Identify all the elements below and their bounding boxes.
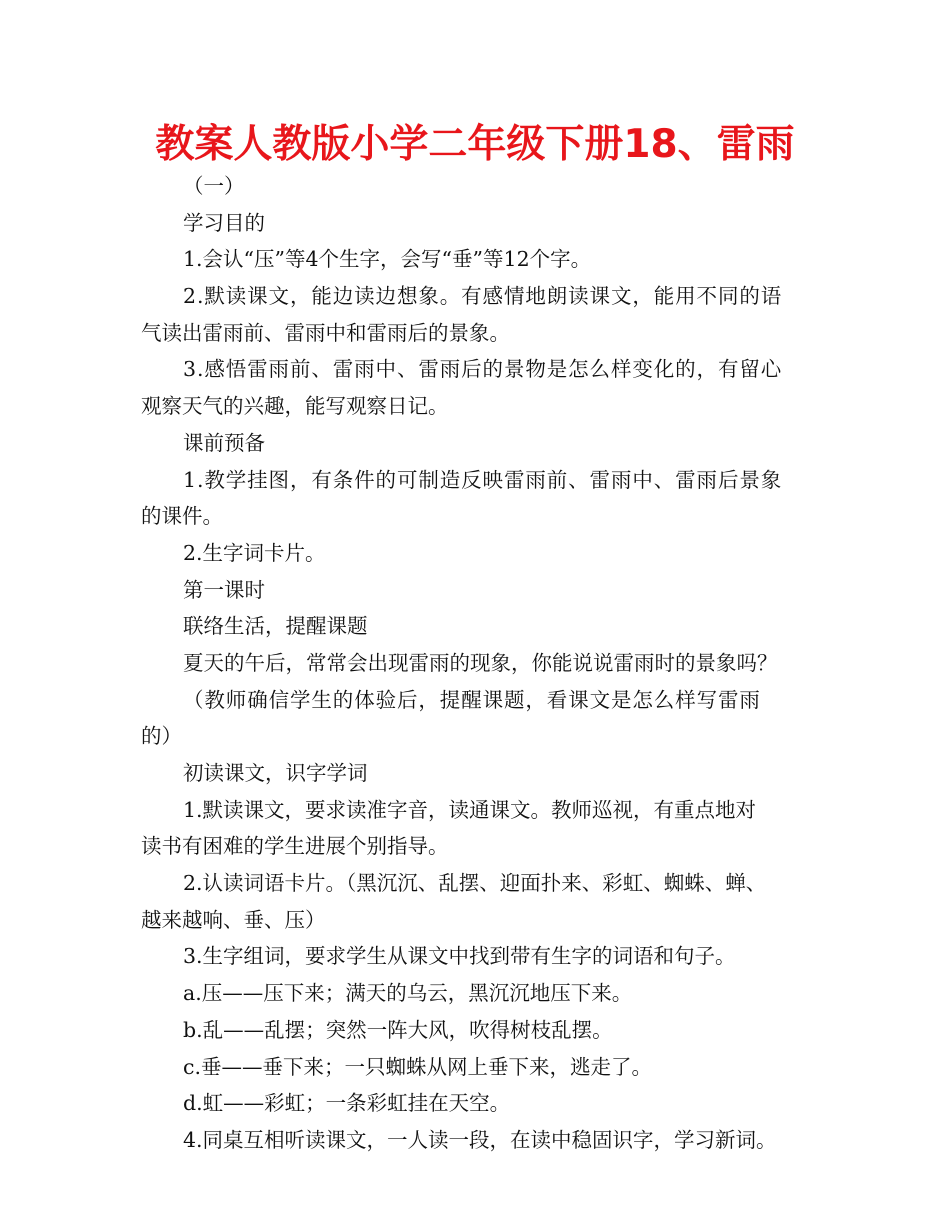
text-line: 夏天的午后，常常会出现雷雨的现象，你能说说雷雨时的景象吗？ bbox=[183, 650, 778, 675]
text-line: 的课件。 bbox=[141, 504, 223, 529]
text-line: 2.认读词语卡片。（黑沉沉、乱摆、迎面扑来、彩虹、蜘蛛、蝉、 bbox=[183, 871, 767, 896]
section-heading: 初读课文，识字学词 bbox=[183, 761, 368, 785]
text-line: 1.教学挂图，有条件的可制造反映雷雨前、雷雨中、雷雨后景象 bbox=[183, 467, 783, 492]
text-line: 的） bbox=[141, 724, 182, 749]
list-item: b.乱——乱摆；突然一阵大风，吹得树枝乱摆。 bbox=[183, 1017, 613, 1042]
document-title: 教案人教版小学二年级下册18、雷雨 bbox=[155, 122, 795, 167]
list-item: c.垂——垂下来；一只蜘蛛从网上垂下来，逃走了。 bbox=[183, 1054, 652, 1079]
section-heading: 课前预备 bbox=[183, 430, 265, 455]
list-item: d.虹——彩虹；一条彩虹挂在天空。 bbox=[183, 1091, 511, 1116]
text-line: 3.生字组词，要求学生从课文中找到带有生字的词语和句子。 bbox=[183, 944, 736, 969]
text-line: 1.默读课文，要求读准字音，读通课文。教师巡视，有重点地对 bbox=[183, 797, 757, 822]
text-line: 4.同桌互相听读课文，一人读一段，在读中稳固识字，学习新词。 bbox=[183, 1127, 777, 1152]
text-line: 气读出雷雨前、雷雨中和雷雨后的景象。 bbox=[141, 320, 510, 345]
text-line: 读书有困难的学生进展个别指导。 bbox=[141, 834, 449, 859]
text-line: 1.会认“压”等4个生字，会写“垂”等12个字。 bbox=[183, 247, 592, 272]
text-line: 观察天气的兴趣，能写观察日记。 bbox=[141, 394, 449, 419]
text-line: 2.默读课文，能边读边想象。有感情地朗读课文，能用不同的语 bbox=[183, 284, 783, 309]
text-line: 3.感悟雷雨前、雷雨中、雷雨后的景物是怎么样变化的，有留心 bbox=[183, 357, 783, 382]
section-heading: 联络生活，提醒课题 bbox=[183, 614, 368, 639]
text-line: 越来越响、垂、压） bbox=[141, 907, 326, 932]
list-item: a.压——压下来；满天的乌云，黑沉沉地压下来。 bbox=[183, 981, 633, 1006]
text-line: 2.生字词卡片。 bbox=[183, 540, 326, 565]
section-heading: 学习目的 bbox=[183, 210, 265, 235]
section-heading: 第一课时 bbox=[183, 577, 265, 602]
text-line: （教师确信学生的体验后，提醒课题，看课文是怎么样写雷雨 bbox=[183, 687, 761, 712]
text-line: （一） bbox=[183, 174, 245, 198]
document-body bbox=[141, 168, 821, 1159]
